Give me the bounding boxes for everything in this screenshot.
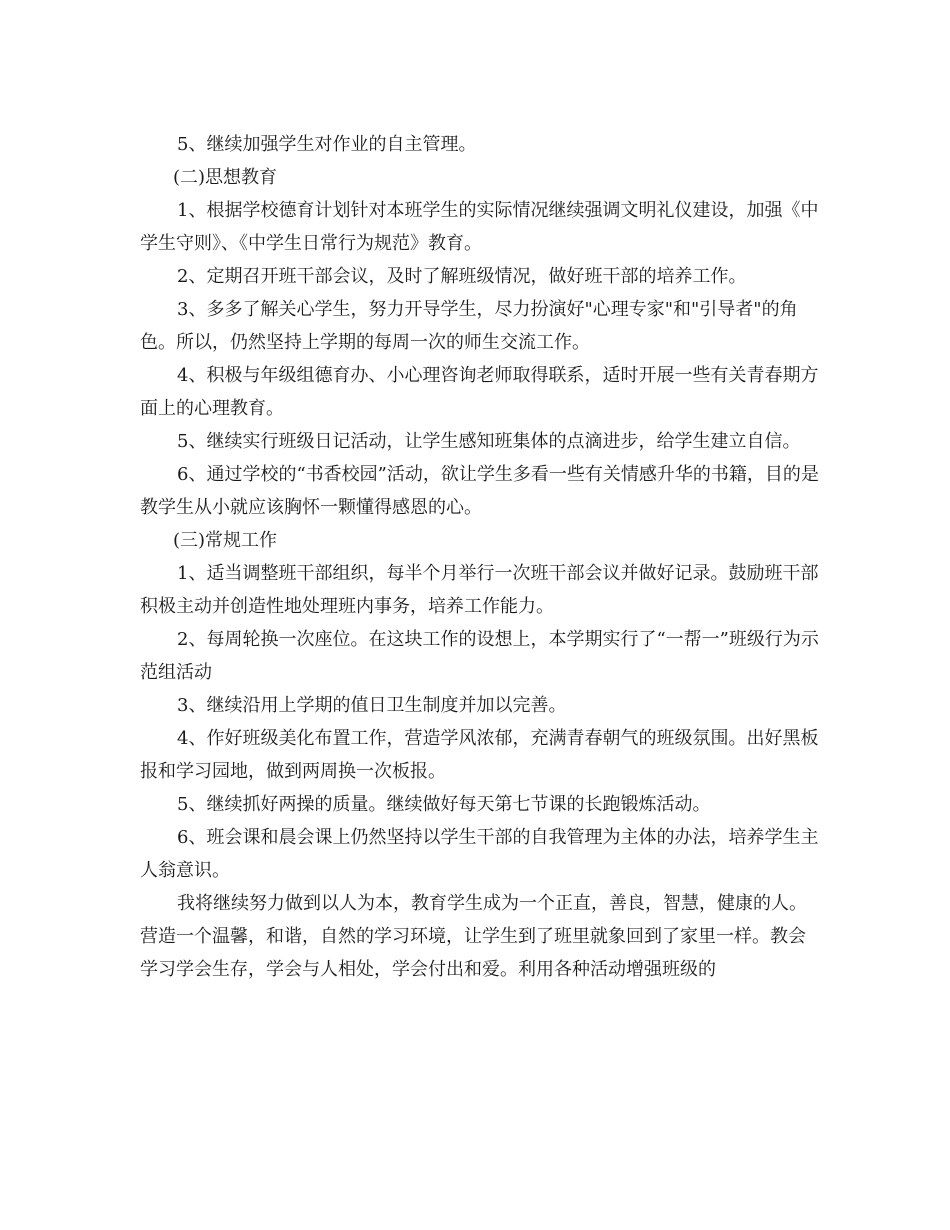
paragraph-conclusion: 我将继续努力做到以人为本，教育学生成为一个正直，善良，智慧，健康的人。营造一个温馨，和谐，自然的学习环境，让学生到了班里就象回到了家里一样。教会学习学会生存，学会与人相处，学会付出和爱。利用各种活动增强班级的 [140, 893, 807, 980]
paragraph-exercise: 5、继续抓好两操的质量。继续做好每天第七节课的长跑锻炼活动。 [177, 794, 711, 815]
paragraph-psychology-education: 4、积极与年级组德育办、小心理咨询老师取得联系，适时开展一些有关青春期方面上的心理教育。 [140, 365, 819, 419]
paragraph-reading-campus: 6、通过学校的“书香校园”活动，欲让学生多看一些有关情感升华的书籍，目的是教学生从小就应该胸怀一颗懂得感恩的心。 [140, 464, 819, 518]
section-heading-routine-work: (三)常规工作 [173, 530, 278, 551]
paragraph-care-for-students: 3、多多了解关心学生，努力开导学生，尽力扮演好"心理专家"和"引导者"的角色。所以，仍然坚持上学期的每周一次的师生交流工作。 [140, 299, 798, 353]
paragraph-seat-rotation: 2、每周轮换一次座位。在这块工作的设想上，本学期实行了“一帮一”班级行为示范组活动 [140, 629, 819, 683]
paragraph-etiquette: 1、根据学校德育计划针对本班学生的实际情况继续强调文明礼仪建设，加强《中学生守则》、《中学生日常行为规范》教育。 [140, 200, 819, 254]
document-body [140, 128, 820, 986]
section-heading-ideological-education: (二)思想教育 [173, 167, 278, 188]
paragraph-class-decoration: 4、作好班级美化布置工作，营造学风浓郁，充满青春朝气的班级氛围。出好黑板报和学习园地，做到两周换一次板报。 [140, 728, 819, 782]
paragraph-duty-hygiene: 3、继续沿用上学期的值日卫生制度并加以完善。 [177, 695, 567, 716]
paragraph-class-diary: 5、继续实行班级日记活动，让学生感知班集体的点滴进步，给学生建立自信。 [177, 431, 801, 452]
paragraph-adjust-cadres: 1、适当调整班干部组织，每半个月举行一次班干部会议并做好记录。鼓励班干部积极主动并创造性地处理班内事务，培养工作能力。 [140, 563, 819, 617]
paragraph-homework-management: 5、继续加强学生对作业的自主管理。 [177, 134, 477, 155]
paragraph-class-cadre-meeting: 2、定期召开班干部会议，及时了解班级情况，做好班干部的培养工作。 [177, 266, 747, 287]
paragraph-self-management: 6、班会课和晨会课上仍然坚持以学生干部的自我管理为主体的办法，培养学生主人翁意识。 [140, 827, 819, 881]
